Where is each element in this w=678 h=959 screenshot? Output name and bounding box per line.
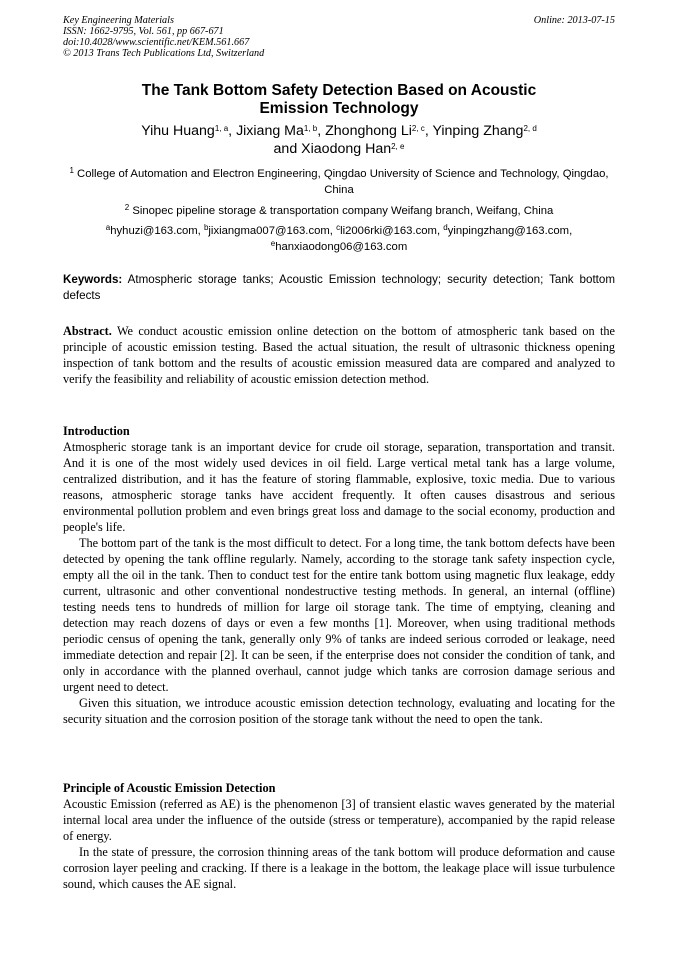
email-address[interactable]: yinpingzhang@163.com, [447, 225, 573, 237]
abstract-text: We conduct acoustic emission online detection on the bottom of atmospheric tank based on the principle of acoustic emission testing. Based the actual situation, the result of ultrasonic thickness opening inspection of tank bottom and the results of acoustic emission measured data are compared and analyzed to verify the feasibility and reliability of acoustic emission detection method. [63, 324, 616, 386]
author-sup: 2, e [391, 142, 405, 151]
email-list [63, 223, 615, 255]
abstract-block [63, 323, 615, 387]
affiliation-1 [63, 166, 615, 198]
journal-name: Key Engineering Materials [63, 15, 174, 26]
email-address[interactable]: hyhuzi@163.com, [110, 225, 201, 237]
affiliation-text: College of Automation and Electron Engineering, Qingdao University of Science and Technology, Qingdao, China [77, 168, 609, 196]
keywords-label: Keywords: [63, 273, 123, 286]
principle-section [63, 780, 615, 892]
paper-title [63, 82, 615, 118]
author-name: Xiaodong Han [301, 141, 392, 157]
email-address[interactable]: li2006rki@163.com, [340, 225, 441, 237]
author-list: Yihu Huang$^{1, a}$, Jixiang Ma$^{1, b}$, Zhonghong Li$^{2, c}$, Yinping Zhang$^{2, d}$ and Xiaodong Han$^{2, e}$ [141, 123, 537, 157]
affiliation-sup: 1 [69, 166, 74, 175]
paragraph: Acoustic Emission (referred as AE) is the phenomenon [3] of transient elastic waves generated by the material internal local area under the influence of the outside (stress or temperature), accompanied by the rapid release of energy. [63, 797, 615, 843]
author-name: Jixiang Ma [236, 123, 304, 139]
author-name: Yihu Huang [141, 123, 215, 139]
email-sup: b [203, 223, 209, 232]
affiliation-2 [63, 203, 615, 219]
title-line-2: Emission Technology [259, 100, 419, 117]
section-heading: Principle of Acoustic Emission Detection [63, 781, 276, 795]
email-address[interactable]: hanxiaodong06@163.com [275, 241, 408, 253]
paragraph: In the state of pressure, the corrosion thinning areas of the tank bottom will produce deformation and cause corrosion layer peeling and cracking. If there is a leakage in the bottom, the leakage place will issue turbulence sound, which causes the AE signal. [63, 845, 615, 891]
copyright-line: © 2013 Trans Tech Publications Ltd, Switzerland [63, 48, 265, 59]
paragraph: The bottom part of the tank is the most difficult to detect. For a long time, the tank bottom defects have been detected by opening the tank offline regularly. Namely, according to the storage tank safety inspection cycle, empty all the oil in the tank. Then to conduct test for the entire tank bottom using magnetic flux leakage, eddy current, ultrasonic and other conventional nondestructive testing methods. In general, an internal (offline) testing needs tens to hundreds of million for large oil storage tank. The time of emptying, cleaning and detection may reach dozens of days or even a few months [1]. Moreover, when using traditional methods periodic census of opening the tank, generally only 9% of tanks are indeed serious corroded or leakage, need immediate detection and repair [2]. It can be seen, if the enterprise does not consider the condition of tank, and only in accordance with the planned overhaul, cannot judge which tanks are corrosion damage serious and urgent need to detect. [63, 536, 615, 694]
doi-line: doi:10.4028/www.scientific.net/KEM.561.667 [63, 37, 250, 48]
affiliation-text: Sinopec pipeline storage & transportation company Weifang branch, Weifang, China [132, 205, 554, 217]
journal-info [63, 15, 264, 59]
email-address[interactable]: jixiangma007@163.com, [208, 225, 333, 237]
email-sup: e [270, 239, 276, 248]
affiliation-sup: 2 [124, 203, 130, 212]
author-name: Zhonghong Li [325, 123, 412, 139]
section-heading: Introduction [63, 424, 130, 438]
author-name: Yinping Zhang [432, 123, 524, 139]
email-sup: a [105, 223, 111, 232]
email-sup: d [443, 223, 448, 232]
title-line-1: The Tank Bottom Safety Detection Based on Acoustic [141, 82, 537, 99]
author-sup: 1, b [303, 124, 318, 133]
introduction-section [63, 423, 615, 727]
author-sup: 1, a [214, 124, 229, 133]
keywords-text: Atmospheric storage tanks; Acoustic Emission technology; security detection; Tank bottom defects [63, 273, 615, 302]
author-sup: 2, d [523, 124, 537, 133]
email-sup: c [336, 223, 341, 232]
author-conjunction: and [273, 141, 298, 157]
paragraph: Atmospheric storage tank is an important device for crude oil storage, separation, transportation and transit. And it is one of the most widely used devices in oil field. Large vertical metal tank has a large volume, centralized distribution, and it has the feature of storing flammable, explosive, toxic media. Due to various reasons, atmospheric storage tanks have accident frequently. It often causes disastrous and serious environmental pollution problem and even brings great loss and damage to the social economy, production and people's life. [63, 440, 615, 534]
issn-line: ISSN: 1662-9795, Vol. 561, pp 667-671 [63, 26, 224, 37]
keywords-block [63, 272, 615, 303]
online-date: Online: 2013-07-15 [533, 15, 615, 26]
author-sup: 2, c [411, 124, 425, 133]
paragraph: Given this situation, we introduce acoustic emission detection technology, evaluating and locating for the security situation and the corrosion position of the storage tank without the need to open the tank. [63, 696, 615, 726]
abstract-label: Abstract. [63, 324, 112, 338]
